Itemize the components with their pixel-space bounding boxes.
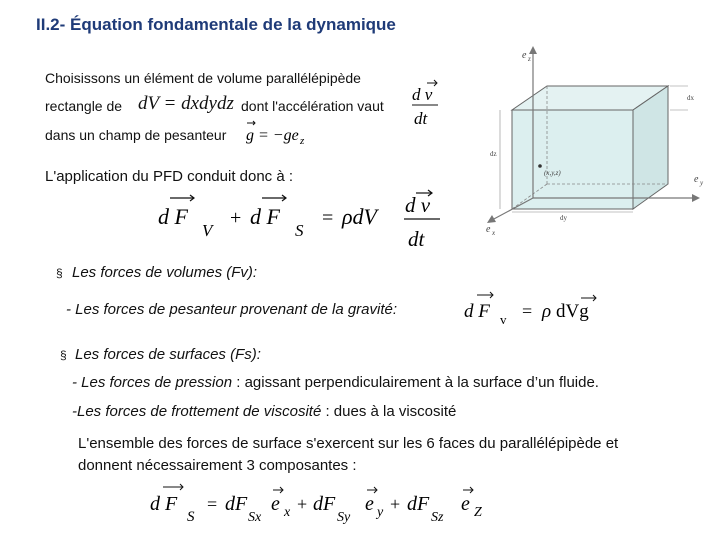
surface-forces-heading: Les forces de surfaces (Fs):: [75, 346, 261, 363]
volume-formula-df: d F: [464, 301, 490, 322]
sf-equals: =: [207, 494, 218, 514]
accel-denominator: dt: [414, 109, 428, 128]
sf-sub-sx: Sx: [248, 510, 262, 525]
pfd-sub-v: V: [202, 221, 213, 240]
gravity-formula-text: g = −ge: [246, 127, 299, 144]
acceleration-fraction: [408, 78, 440, 130]
friction-line: [72, 403, 456, 420]
bullet-surface: §: [60, 348, 67, 362]
axis-z-sub: z: [528, 55, 531, 63]
axis-y-label: e: [694, 174, 699, 185]
pressure-desc: : agissant perpendiculairement à la surface d’un fluide.: [236, 374, 599, 391]
label-dz: dz: [490, 150, 497, 158]
sf-plus-2: +: [390, 494, 401, 514]
sf-sub-x: x: [284, 505, 291, 520]
pfd-rho-dv: ρdV: [342, 204, 377, 229]
intro-line-2-suffix: dont l'accélération vaut: [241, 98, 384, 114]
sf-sub-sy: Sy: [337, 510, 351, 525]
sf-ey: e: [365, 493, 374, 515]
volume-formula-rho: ρ: [542, 301, 552, 322]
volume-formula-sub: v: [500, 312, 507, 327]
pfd-dfs: d F: [250, 204, 280, 229]
sf-sub-s: S: [187, 509, 195, 525]
axis-x-label: e: [486, 224, 491, 235]
accel-numerator: d v: [412, 85, 433, 104]
volume-formula-equals: =: [522, 301, 533, 321]
gravity-formula-sub: z: [300, 135, 305, 147]
axis-y-sub: y: [700, 179, 704, 187]
pfd-sub-s: S: [295, 221, 304, 240]
volume-force-formula: [460, 290, 610, 328]
intro-line-1: Choisissons un élément de volume parallélépipède: [45, 70, 361, 86]
sf-sub-z: Z: [474, 505, 482, 520]
surface-force-formula: [145, 480, 505, 530]
volume-forces-desc: - Les forces de pesanteur provenant de la gravité:: [66, 301, 398, 318]
pressure-line: [72, 374, 599, 391]
intro-line-2-prefix: rectangle de: [45, 98, 123, 114]
volume-forces-heading: Les forces de volumes (Fv):: [72, 264, 258, 281]
friction-desc: : dues à la viscosité: [325, 403, 457, 420]
point-marker: [538, 164, 542, 168]
sf-dfsz: dF: [407, 493, 430, 515]
sf-df: d F: [150, 493, 178, 515]
volume-formula-rest: dVg: [556, 301, 589, 322]
bullet-volume: §: [56, 266, 63, 280]
pressure-label: - Les forces de pression: [72, 374, 233, 391]
sf-ez: e: [461, 493, 470, 515]
sf-dfsy: dF: [313, 493, 336, 515]
axis-z-label: e: [522, 50, 527, 61]
gravity-formula: [244, 118, 314, 148]
pfd-plus: +: [230, 207, 242, 229]
sf-plus-1: +: [297, 494, 308, 514]
label-point: (x,y,z): [544, 169, 561, 177]
parallelepiped-figure: [478, 42, 710, 238]
summary-line-2: donnent nécessairement 3 composantes :: [78, 457, 357, 474]
pfd-equals: =: [322, 207, 334, 229]
friction-label: -Les forces de frottement de viscosité: [72, 403, 322, 420]
pfd-dfv: d F: [158, 204, 188, 229]
pfd-frac-num: d v: [405, 193, 431, 217]
label-dx: dx: [687, 94, 694, 102]
sf-sub-sz: Sz: [431, 510, 444, 525]
page-title: II.2- Équation fondamentale de la dynamique: [36, 15, 396, 34]
sf-dfsx: dF: [225, 493, 248, 515]
intro-line-3: dans un champ de pesanteur: [45, 127, 227, 143]
pfd-text: L'application du PFD conduit donc à :: [45, 168, 294, 185]
summary-line-1: L'ensemble des forces de surface s'exercent sur les 6 faces du parallélépipède et: [78, 435, 619, 452]
sf-ex: e: [271, 493, 280, 515]
pfd-formula: [150, 188, 450, 254]
label-dy: dy: [560, 214, 567, 222]
axis-x-sub: x: [492, 229, 496, 237]
front-face: [512, 110, 633, 209]
sf-sub-y: y: [377, 505, 384, 520]
dv-formula: dV = dxdydz: [138, 93, 234, 114]
pfd-frac-den: dt: [408, 227, 425, 251]
